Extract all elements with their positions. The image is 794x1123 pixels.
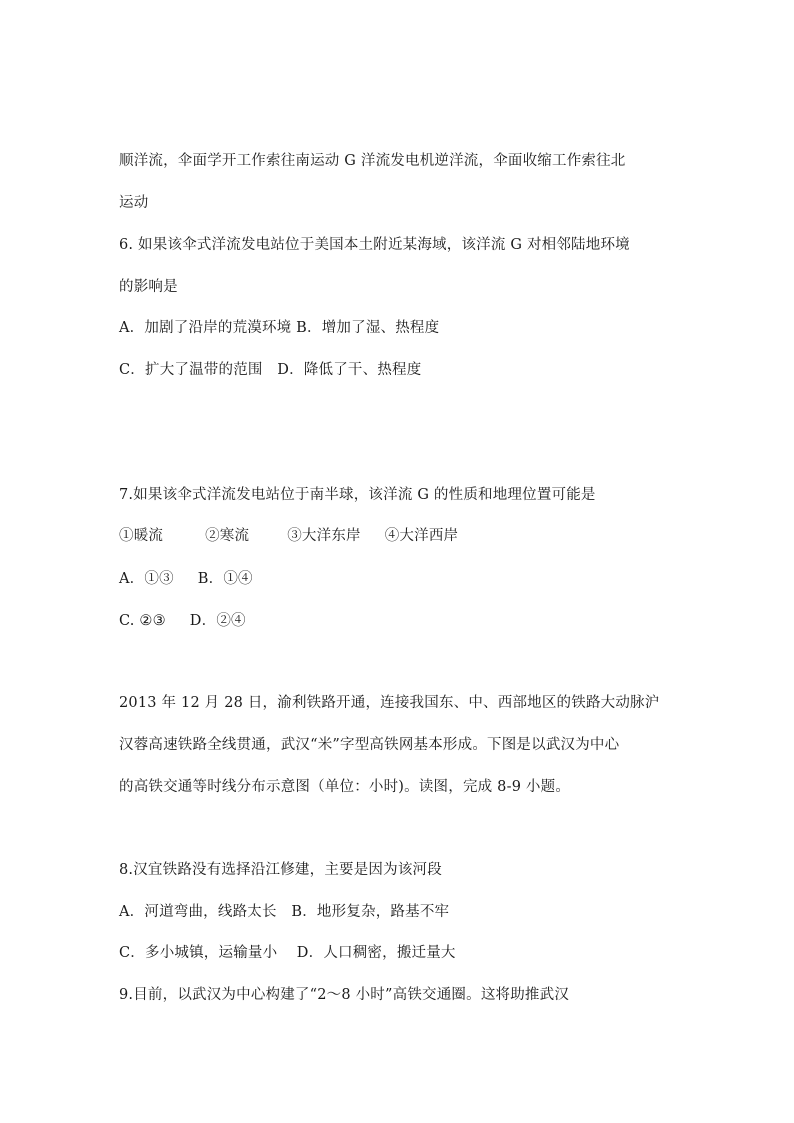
- q7-statement-2: ②寒流: [205, 528, 250, 544]
- question-7-options-ab: [119, 569, 253, 589]
- passage-line-2: 汉蓉高速铁路全线贯通，武汉“米”字型高铁网基本形成。下图是以武汉为中心: [119, 737, 620, 753]
- question-8-stem: 8.汉宜铁路没有选择沿江修建，主要是因为该河段: [119, 862, 442, 878]
- question-7-statements: [119, 526, 458, 546]
- question-6-options-ab: A．加剧了沿岸的荒漠环境 B．增加了湿、热程度: [119, 320, 440, 336]
- question-7-options-cd: [119, 611, 246, 631]
- passage-line-3: 的高铁交通等时线分布示意图（单位：小时)。读图，完成 8-9 小题。: [119, 779, 571, 795]
- question-6-stem: 6. 如果该伞式洋流发电站位于美国本土附近某海域，该洋流 G 对相邻陆地环境: [119, 237, 630, 253]
- q7-option-c: C. ②③: [119, 613, 166, 629]
- q7-option-b: B．①④: [197, 571, 253, 587]
- q7-statement-3: ③大洋东岸: [287, 528, 361, 544]
- question-8-options-ab: A．河道弯曲，线路太长 B．地形复杂，路基不牢: [119, 904, 450, 920]
- q7-option-a: A．①③: [119, 571, 174, 587]
- q7-statement-4: ④大洋西岸: [384, 528, 459, 544]
- question-8-options-cd: C．多小城镇，运输量小 D．人口稠密，搬迁量大: [119, 945, 456, 961]
- question-7-stem: 7.如果该伞式洋流发电站位于南半球，该洋流 G 的性质和地理位置可能是: [119, 487, 596, 503]
- question-9-stem: 9.目前，以武汉为中心构建了“2～8 小时”高铁交通圈。这将助推武汉: [119, 987, 570, 1003]
- q7-statement-1: ①暖流: [119, 528, 164, 544]
- text-line-2: 运动: [119, 195, 149, 211]
- passage-line-1: 2013 年 12 月 28 日，渝利铁路开通，连接我国东、中、西部地区的铁路大动脉沪: [119, 695, 660, 711]
- question-6-options-cd: C．扩大了温带的范围 D．降低了干、热程度: [119, 362, 422, 378]
- question-6-stem-cont: 的影响是: [119, 279, 178, 295]
- text-line-1: 顺洋流，伞面学开工作索往南运动 G 洋流发电机逆洋流，伞面收缩工作索往北: [119, 153, 626, 169]
- q7-option-d: D．②④: [189, 613, 246, 629]
